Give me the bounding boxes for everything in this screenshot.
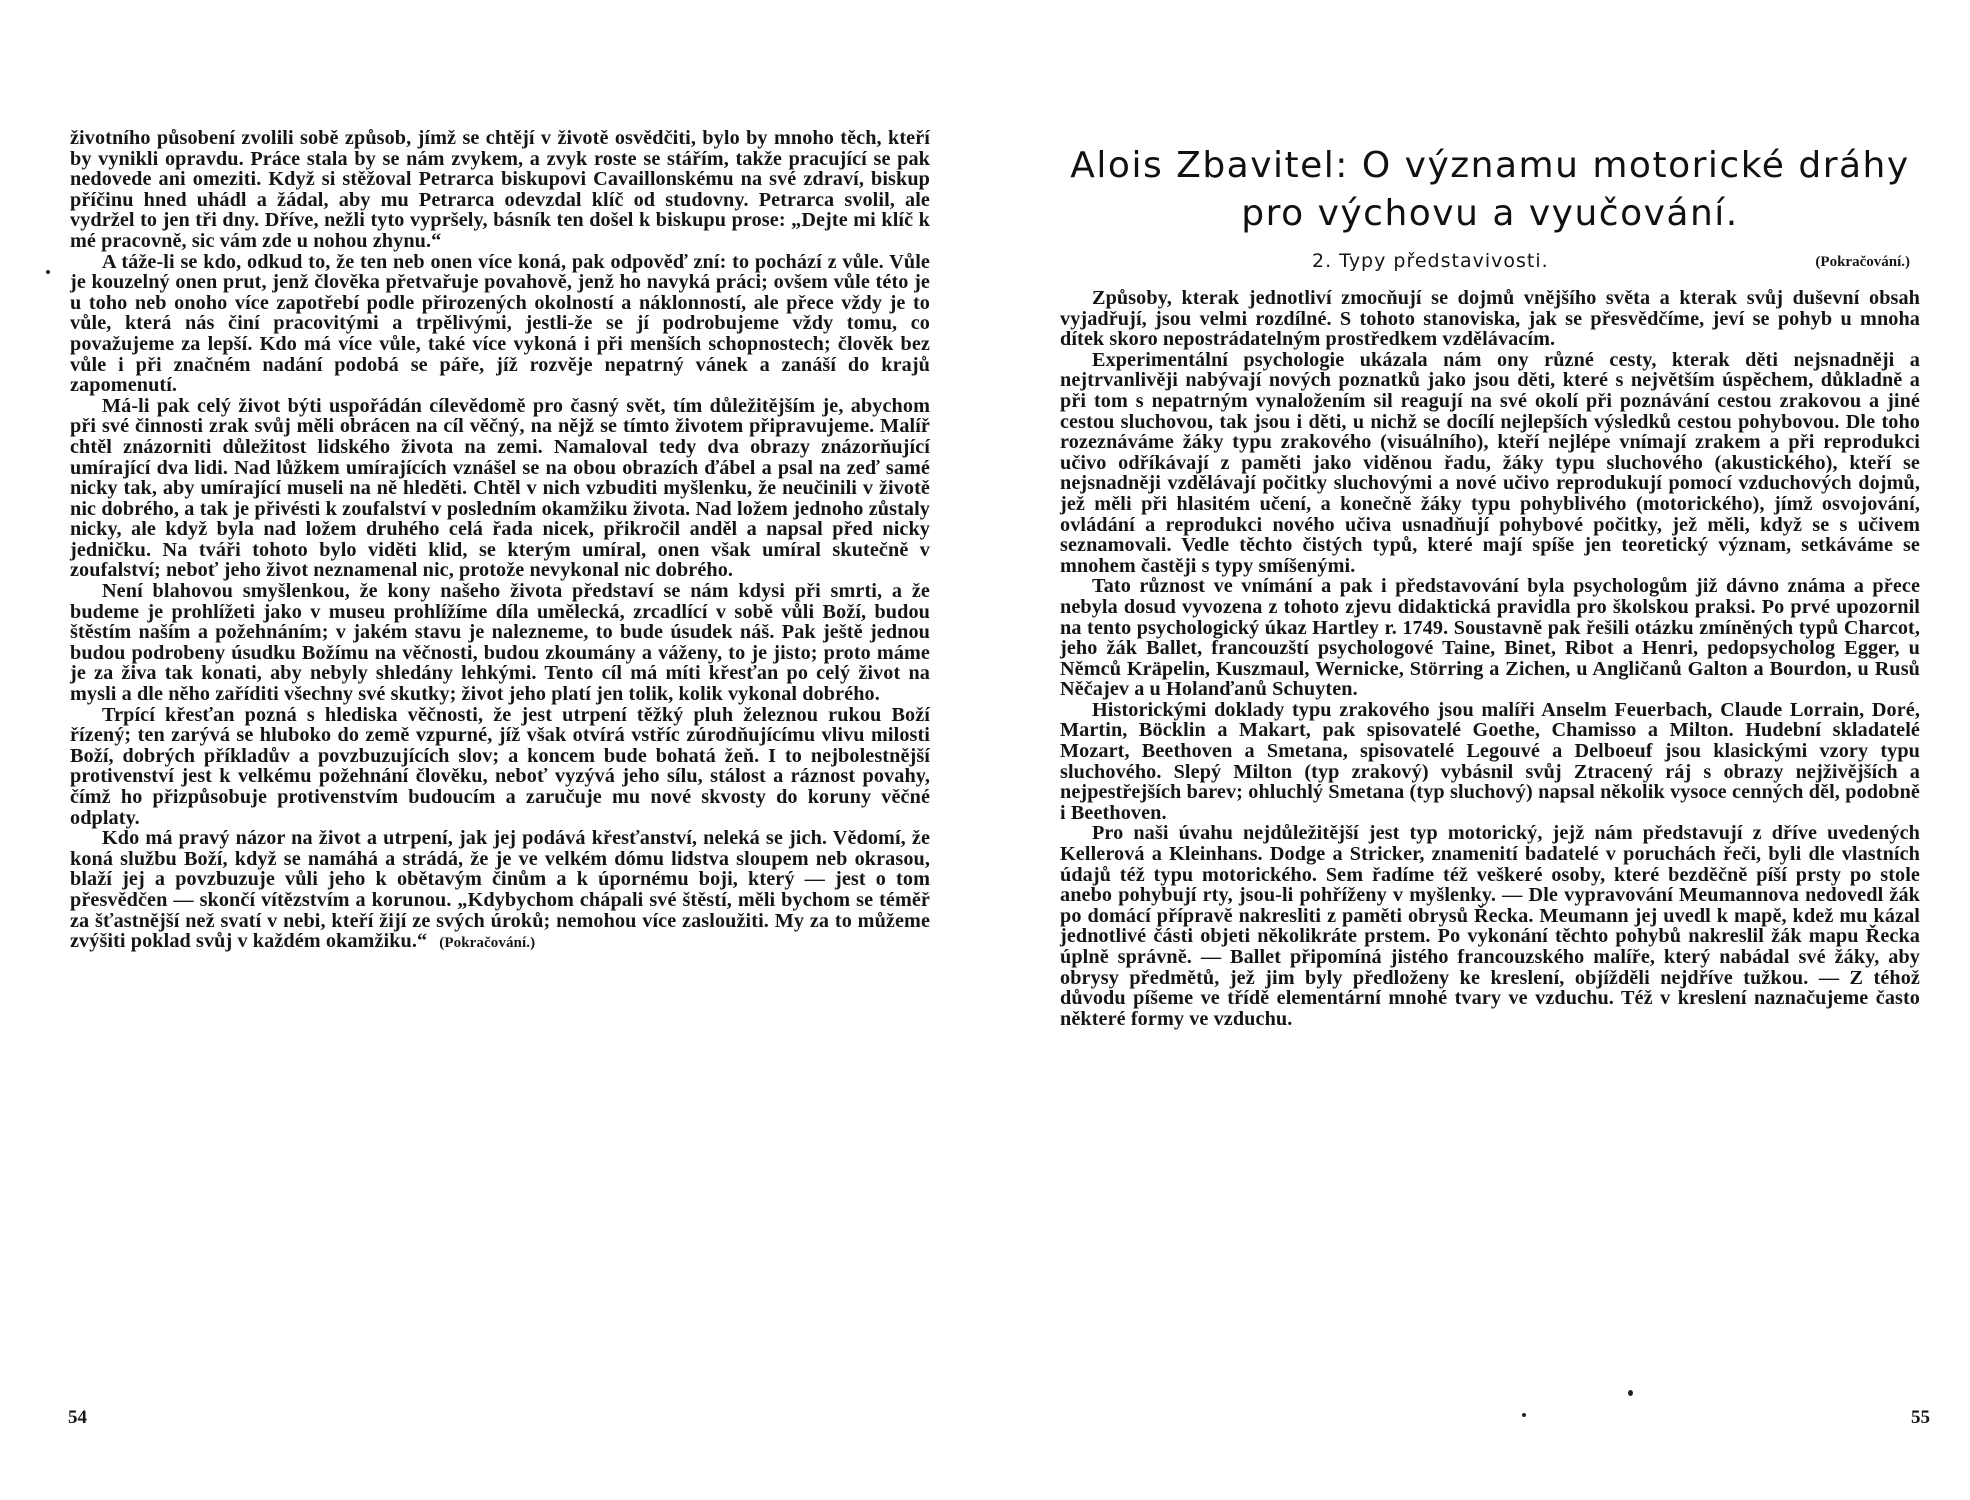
right-text-column: [1060, 288, 1920, 1029]
page-number: 54: [68, 1407, 87, 1428]
print-speck: [1522, 1413, 1526, 1417]
paragraph: životního působení zvolili sobě způsob, jímž se chtějí v životě osvědčiti, bylo by mnoho těch, kteří by vynikli opravdu. Práce stala by se nám zvykem, a zvyk roste se stářím, takže pracující se pak nedovede ani omeziti. Když si stěžoval Petrarca biskupovi Cavaillonskému na své zdraví, biskup příčinu hned uhádl a žádal, aby mu Petrarca odevzdal klíč od studovny. Petrarca svolil, ale vydržel to jen tři dny. Dříve, nežli tyto vypršely, básník ten došel k biskupu prose: „Dejte mi klíč k mé pracovně, sic vám zde u nohou zhynu.“: [70, 127, 930, 252]
paragraph: Tato různost ve vnímání a pak i představování byla psychologům již dávno známa a přece nebyla dosud vyvozena z tohoto zjevu didaktická pravidla pro školskou praksi. Po prvé upozornil na tento psychologický úkaz Hartley r. 1749. Soustavně pak řešili otázku zmíněných typů Charcot, jeho žák Ballet, francouzští psychologové Taine, Binet, Ribot a Henri, pedopsycholog Egger, u Němců Kräpelin, Kuszmaul, Wernicke, Störring a Zichen, u Angličanů Galton a Bourdon, u Rusů Něčajev a u Holanďanů Schuyten.: [1060, 575, 1920, 701]
title-line-2: pro výchovu a vyučování.: [1241, 193, 1739, 234]
paragraph-last: [70, 828, 930, 954]
right-page: [1050, 0, 1930, 1500]
left-page: [60, 0, 940, 1500]
paragraph: Není blahovou smyšlenkou, že kony našeho života představí se nám kdysi při smrti, a že budeme je prohlížeti jako v museu prohlížíme díla umělecká, zrcadlící v sobě vůli Boží, budou štěstím naším a požehnáním; v jakém stavu je nalezneme, to bude úsudek náš. Pak ještě jednou budou podrobeny úsudku Božímu na věčnosti, budou zkoumány a váženy, to je jisto; proto máme je za živa tak konati, aby nebyly shledány lehkými. Tento cíl má míti křesťan po celý život na mysli a dle něho zaříditi všechny své skutky; život jeho platí jen tolik, kolik vykonal dobrého.: [70, 580, 930, 706]
paragraph: Historickými doklady typu zrakového jsou malíři Anselm Feuerbach, Claude Lorrain, Doré, Martin, Böcklin a Makart, pak spisovatelé Goethe, Chamisso a Milton. Hudební skladatelé Mozart, Beethoven a Smetana, spisovatelé Legouvé a Delboeuf jsou klasickými vzory typu sluchového. Slepý Milton (typ zrakový) vybásnil svůj Ztracený ráj s obrazy nejživějších a nejpestřejších barev; ohluchlý Smetana (typ sluchový) napsal několik vysoce cenných děl, podobně i Beethoven.: [1060, 698, 1920, 824]
left-text-column: [70, 128, 930, 954]
section-continued-note: (Pokračování.): [1815, 254, 1910, 270]
article-title: [1050, 142, 1930, 238]
paragraph: Pro naši úvahu nejdůležitější jest typ motorický, jejž nám představují z dříve uvedených Kellerová a Kleinhans. Dodge a Stricker, znamenití badatelé v poruchách řeči, byli dle vlastních údajů též typu motorického. Sem řadíme též veškeré osoby, které bezděčně píší prsty po stole anebo pohybují rty, jsou-li pohříženy v myšlenky. — Dle vypravování Meumannova nedovedl žák po domácí přípravě nakresliti z paměti obrysů Řecka. Meumann jej uvedl k mapě, kdež mu kázal jednotlivé části objeti několikráte prstem. Po vykonání těchto pohybů nakreslil žák mapu Řecka úplně správně. — Ballet připomíná jistého francouzského malíře, který nabádal své žáky, aby obrysy předmětů, jež jim byly předloženy ke kreslení, objížděli nejdříve tužkou. — Z téhož důvodu píšeme ve třídě elementární mnohé tvary ve vzduchu. Též v kreslení naznačujeme často některé formy ve vzduchu.: [1060, 822, 1920, 1030]
paragraph: Způsoby, kterak jednotliví zmocňují se dojmů vnějšího světa a kterak svůj duševní obsah vyjadřují, jsou velmi rozdílné. S tohoto stanoviska, jak se přesvědčíme, jeví se pohyb u mnoha dítek skoro nepostrádatelným prostředkem vzdělávacím.: [1060, 287, 1920, 351]
paragraph: A táže-li se kdo, odkud to, že ten neb onen více koná, pak odpověď zní: to pochází z vůle. Vůle je kouzelný onen prut, jenž člověka přetvařuje povahově, jenž ho navyká práci; ovšem vůle této je u toho neb onoho více zapotřebí podle přirozených okolností a náklonností, ale přece vždy je to vůle, která nás činí pracovitými a trpělivými, jestli-že se jí podrobujeme vždy tomu, co považujeme za lepší. Kdo má více vůle, také více vykoná i při menších schopnostech; člověk bez vůle i při značném nadání podobá se páře, jíž rozvěje nepatrný vánek a zanáší do krajů zapomenutí.: [70, 250, 930, 397]
title-line-1: Alois Zbavitel: O významu motorické dráhy: [1070, 145, 1910, 186]
page-number: 55: [1911, 1407, 1930, 1428]
print-speck: [1628, 1390, 1633, 1396]
print-speck: [46, 270, 50, 274]
paragraph: Trpící křesťan pozná s hlediska věčnosti, že jest utrpení těžký pluh železnou rukou Boží řízený; ten zarývá se hluboko do země vzpurné, jíž však otvírá vstříc zúrodňujícímu vlivu milosti Boží, dobrých příkladův a povzbuzujících slov; a koncem bude bohatá žeň. I to nejbolestnější protivenství jest k velkému požehnání člověku, neboť vyzývá jeho sílu, stálost a ráznost povahy, čímž ho přizpůsobuje protivenstvím budoucím a zaručuje mu nové skvosty do koruny věčné odplaty.: [70, 703, 930, 829]
paragraph-last-text: Kdo má pravý názor na život a utrpení, jak jej podává křesťanství, neleká se jich. Vědomí, že koná službu Boží, když se namáhá a strádá, že je ve velkém dómu lidstva sloupem neb okrasou, blaží jej a povzbuzuje vůli jeho k obětavým činům a k úpornému boji, který — jest o tom přesvědčen — skončí vítězstvím a korunou. „Kdybychom chápali své štěstí, měli bychom se téměř za šťastnější než svatí v nebi, kteří žijí ze svých úroků; nemohou více zasloužiti. My za to můžeme zvýšiti poklad svůj v každém okamžiku.“: [70, 827, 930, 953]
section-header: [1050, 250, 1930, 278]
section-heading: 2. Typy představivosti.: [1312, 250, 1549, 272]
paragraph: Má-li pak celý život býti uspořádán cílevědomě pro časný svět, tím důležitějším je, abychom při své činnosti zrak svůj měli obrácen na cíl věčný, na nějž se tímto životem připravujeme. Malíř chtěl znázorniti důležitost lidského života na zemi. Namaloval tedy dva obrazy znázorňující umírající dva lidi. Nad lůžkem umírajících vznášel se na obou obrazích ďábel a psal na zeď samé nicky tak, aby umírající museli na ně hleděti. Chtěl v nich vzbuditi myšlenku, že neučinili v životě nic dobrého, a tak je přivésti k zoufalství v posledním okamžiku života. Nad ložem jednoho zůstaly nicky, ale když byla nad ložem druhého celá řada nicek, přikročil anděl a napsal před nicky jedničku. Na tváři tohoto bylo viděti klid, se kterým umíral, onen však umíral skutečně v zoufalství; neboť jeho život neznamenal nic, protože nevykonal nic dobrého.: [70, 394, 930, 582]
paragraph: Experimentální psychologie ukázala nám ony různé cesty, kterak děti nejsnadněji a nejtrvanlivěji nabývají nových poznatků jako jsou děti, které s největším úspěchem, důkladně a při tom s nepatrným vynaložením sil reagují na své okolí při poznávání cestou zrakovou a jiné cestou sluchovou, tak jsou i děti, u nichž se docílí nejlepších výsledků cestou pohybovou. Dle toho rozeznáváme žáky typu zrakového (visuálního), kteří nejlépe vnímají zrakem a při reprodukci učivo odříkávají z paměti jako viděnou řadu, žáky typu sluchového (akustického), kteří se nejsnadněji vzdělávají počitky sluchovými a nové učivo reprodukují pomocí vzduchových dojmů, jež měli při hlasitém učení, a konečně žáky typu pohyblivého (motorického), jímž osvojování, ovládání a reprodukci nového učiva usnadňují pohybové počitky, jež měli, když se s učivem seznamovali. Vedle těchto čistých typů, které mají spíše jen teoretický význam, setkáváme se mnohem častěji s typy smíšenými.: [1060, 348, 1920, 577]
continued-note: (Pokračování.): [439, 935, 536, 952]
